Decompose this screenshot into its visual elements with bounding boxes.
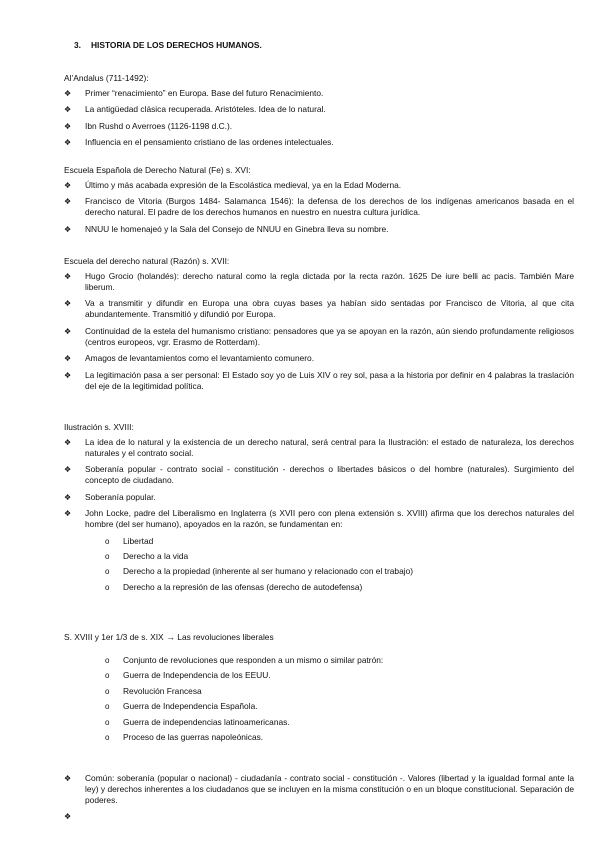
- diamond-bullet-icon: ❖: [64, 326, 72, 336]
- circle-bullet-icon: o: [105, 702, 110, 712]
- section-ilustracion: [64, 422, 574, 597]
- diamond-bullet-icon: ❖: [64, 138, 72, 148]
- list-item: ❖ La legitimación pasa a ser personal: El Estado soy yo de Luis XIV o rey sol, pasa a la historia por definir en 4 palabras la traslación del eje de la legitimidad política.: [64, 369, 574, 391]
- diamond-bullet-icon: ❖: [64, 812, 72, 822]
- section-heading: Escuela Española de Derecho Natural (Fe) s. XVI:: [64, 165, 251, 175]
- sub-list-item: o Conjunto de revoluciones que responden a un mismo o similar patrón:: [105, 655, 384, 665]
- circle-bullet-icon: o: [105, 717, 110, 727]
- diamond-bullet-icon: ❖: [64, 492, 72, 502]
- title-number: 3.: [74, 40, 81, 50]
- list-item: ❖ Influencia en el pensamiento cristiano de las ordenes intelectuales.: [64, 137, 334, 148]
- diamond-bullet-icon: ❖: [64, 224, 72, 234]
- list-item: ❖ La idea de lo natural y la existencia de un derecho natural, será central para la Ilustración: el estado de naturaleza, los derechos naturales y el contrato social.: [64, 437, 574, 458]
- diamond-bullet-icon: ❖: [64, 774, 72, 783]
- list-item: ❖ Amagos de levantamientos como el levantamiento comunero.: [64, 353, 315, 364]
- circle-bullet-icon: o: [105, 582, 110, 592]
- sub-list-item: o Guerra de Independencia Española.: [105, 701, 258, 712]
- section-heading: Ilustración s. XVIII:: [64, 422, 134, 432]
- section-escuela-espanola: [64, 165, 574, 240]
- list-item: ❖ Ibn Rushd o Averroes (1126-1198 d.C.).: [64, 120, 233, 131]
- section-comun: [64, 773, 574, 828]
- sub-list-item: o Revolución Francesa: [105, 685, 202, 696]
- list-item: ❖ Primer “renacimiento” en Europa. Base del futuro Renacimiento.: [64, 88, 324, 98]
- diamond-bullet-icon: ❖: [64, 272, 72, 281]
- list-item: ❖ Francisco de Vitoria (Burgos 1484- Salamanca 1546): la defensa de los derechos de los indígenas americanos basada en el derecho natural. El padre de los derechos humanos en nuestro en nuestra cultura jurídica.: [64, 196, 574, 218]
- list-item-empty: [64, 811, 574, 822]
- diamond-bullet-icon: ❖: [64, 121, 72, 131]
- section-heading: Al’Andalus (711-1492):: [64, 73, 149, 83]
- list-item: ❖ Hugo Grocio (holandés): derecho natural como la regla dictada por la recta razón. 1625 De iure belli ac pacis. También Mare liberum.: [64, 271, 574, 292]
- sub-list-item: o Derecho a la vida: [105, 550, 189, 561]
- sub-list-item: o Guerra de independencias latinoamericanas.: [105, 716, 290, 727]
- diamond-bullet-icon: ❖: [64, 299, 72, 309]
- sub-list-item: o Derecho a la represión de las ofensas (derecho de autodefensa): [105, 581, 363, 592]
- list-item: ❖ La antigüedad clásica recuperada. Aristóteles. Idea de lo natural.: [64, 104, 326, 115]
- section-derecho-natural-razon: [64, 256, 574, 397]
- circle-bullet-icon: o: [105, 551, 110, 561]
- circle-bullet-icon: o: [105, 671, 110, 681]
- diamond-bullet-icon: ❖: [64, 509, 72, 519]
- list-item: ❖ Común: soberanía (popular o nacional) - ciudadanía - contrato social - constitución -. Valores (libertad y la igualdad formal ante la ley) y derechos inherentes a los ciudadanos que se incluyen en la misma constitución o en un bloque constitucional. Separación de poderes.: [64, 773, 574, 805]
- diamond-bullet-icon: ❖: [64, 89, 72, 98]
- list-item: ❖ Último y más acabada expresión de la Escolástica medieval, ya en la Edad Moderna.: [64, 180, 402, 190]
- circle-bullet-icon: o: [105, 567, 110, 577]
- diamond-bullet-icon: ❖: [64, 370, 72, 380]
- section-revoluciones-liberales: [64, 632, 574, 747]
- list-item: ❖ Soberanía popular - contrato social - constitución - derechos o libertades básicos o del hombre (naturales). Surgimiento del concepto de ciudadano.: [64, 464, 574, 486]
- section-al-andalus: [64, 73, 574, 154]
- list-item: ❖ Continuidad de la estela del humanismo cristiano: pensadores que ya se apoyan en la razón, aún siendo profundamente religiosos (centros europeos, vgr. Erasmo de Rotterdam).: [64, 325, 574, 347]
- diamond-bullet-icon: ❖: [64, 105, 72, 115]
- list-item: ❖ John Locke, padre del Liberalismo en Inglaterra (s XVII pero con plena extensión s. XVIII) afirma que los derechos naturales del hombre (del ser humano), apoyados en la razón, se fundamentan en:: [64, 508, 574, 530]
- diamond-bullet-icon: ❖: [64, 197, 72, 207]
- circle-bullet-icon: o: [105, 656, 110, 665]
- section-heading: S. XVIII y 1er 1/3 de s. XIX → Las revoluciones liberales: [64, 632, 274, 642]
- circle-bullet-icon: o: [105, 536, 110, 546]
- list-item: ❖ Va a transmitir y difundir en Europa una obra cuyas bases ya habían sido sentadas por Francisco de Vitoria, al que cita abundantemente. Transmitió y difundió por Europa.: [64, 298, 574, 320]
- list-item: ❖ Soberanía popular.: [64, 491, 156, 502]
- section-heading: Escuela del derecho natural (Razón) s. XVII:: [64, 256, 230, 266]
- diamond-bullet-icon: ❖: [64, 354, 72, 364]
- right-arrow-icon: →: [165, 632, 175, 642]
- circle-bullet-icon: o: [105, 732, 110, 742]
- sub-list-item: o Derecho a la propiedad (inherente al ser humano y relacionado con el trabajo): [105, 566, 414, 577]
- circle-bullet-icon: o: [105, 686, 110, 696]
- list-item: ❖ NNUU le homenajeó y la Sala del Consejo de NNUU en Ginebra lleva su nombre.: [64, 223, 389, 234]
- sub-list-item: o Libertad: [105, 535, 154, 546]
- title-text: HISTORIA DE LOS DERECHOS HUMANOS.: [91, 40, 262, 50]
- diamond-bullet-icon: ❖: [64, 181, 72, 190]
- document-title: [64, 40, 574, 51]
- diamond-bullet-icon: ❖: [64, 465, 72, 475]
- diamond-bullet-icon: ❖: [64, 438, 72, 447]
- sub-list-item: o Guerra de Independencia de los EEUU.: [105, 670, 271, 681]
- sub-list-item: o Proceso de las guerras napoleónicas.: [105, 731, 264, 742]
